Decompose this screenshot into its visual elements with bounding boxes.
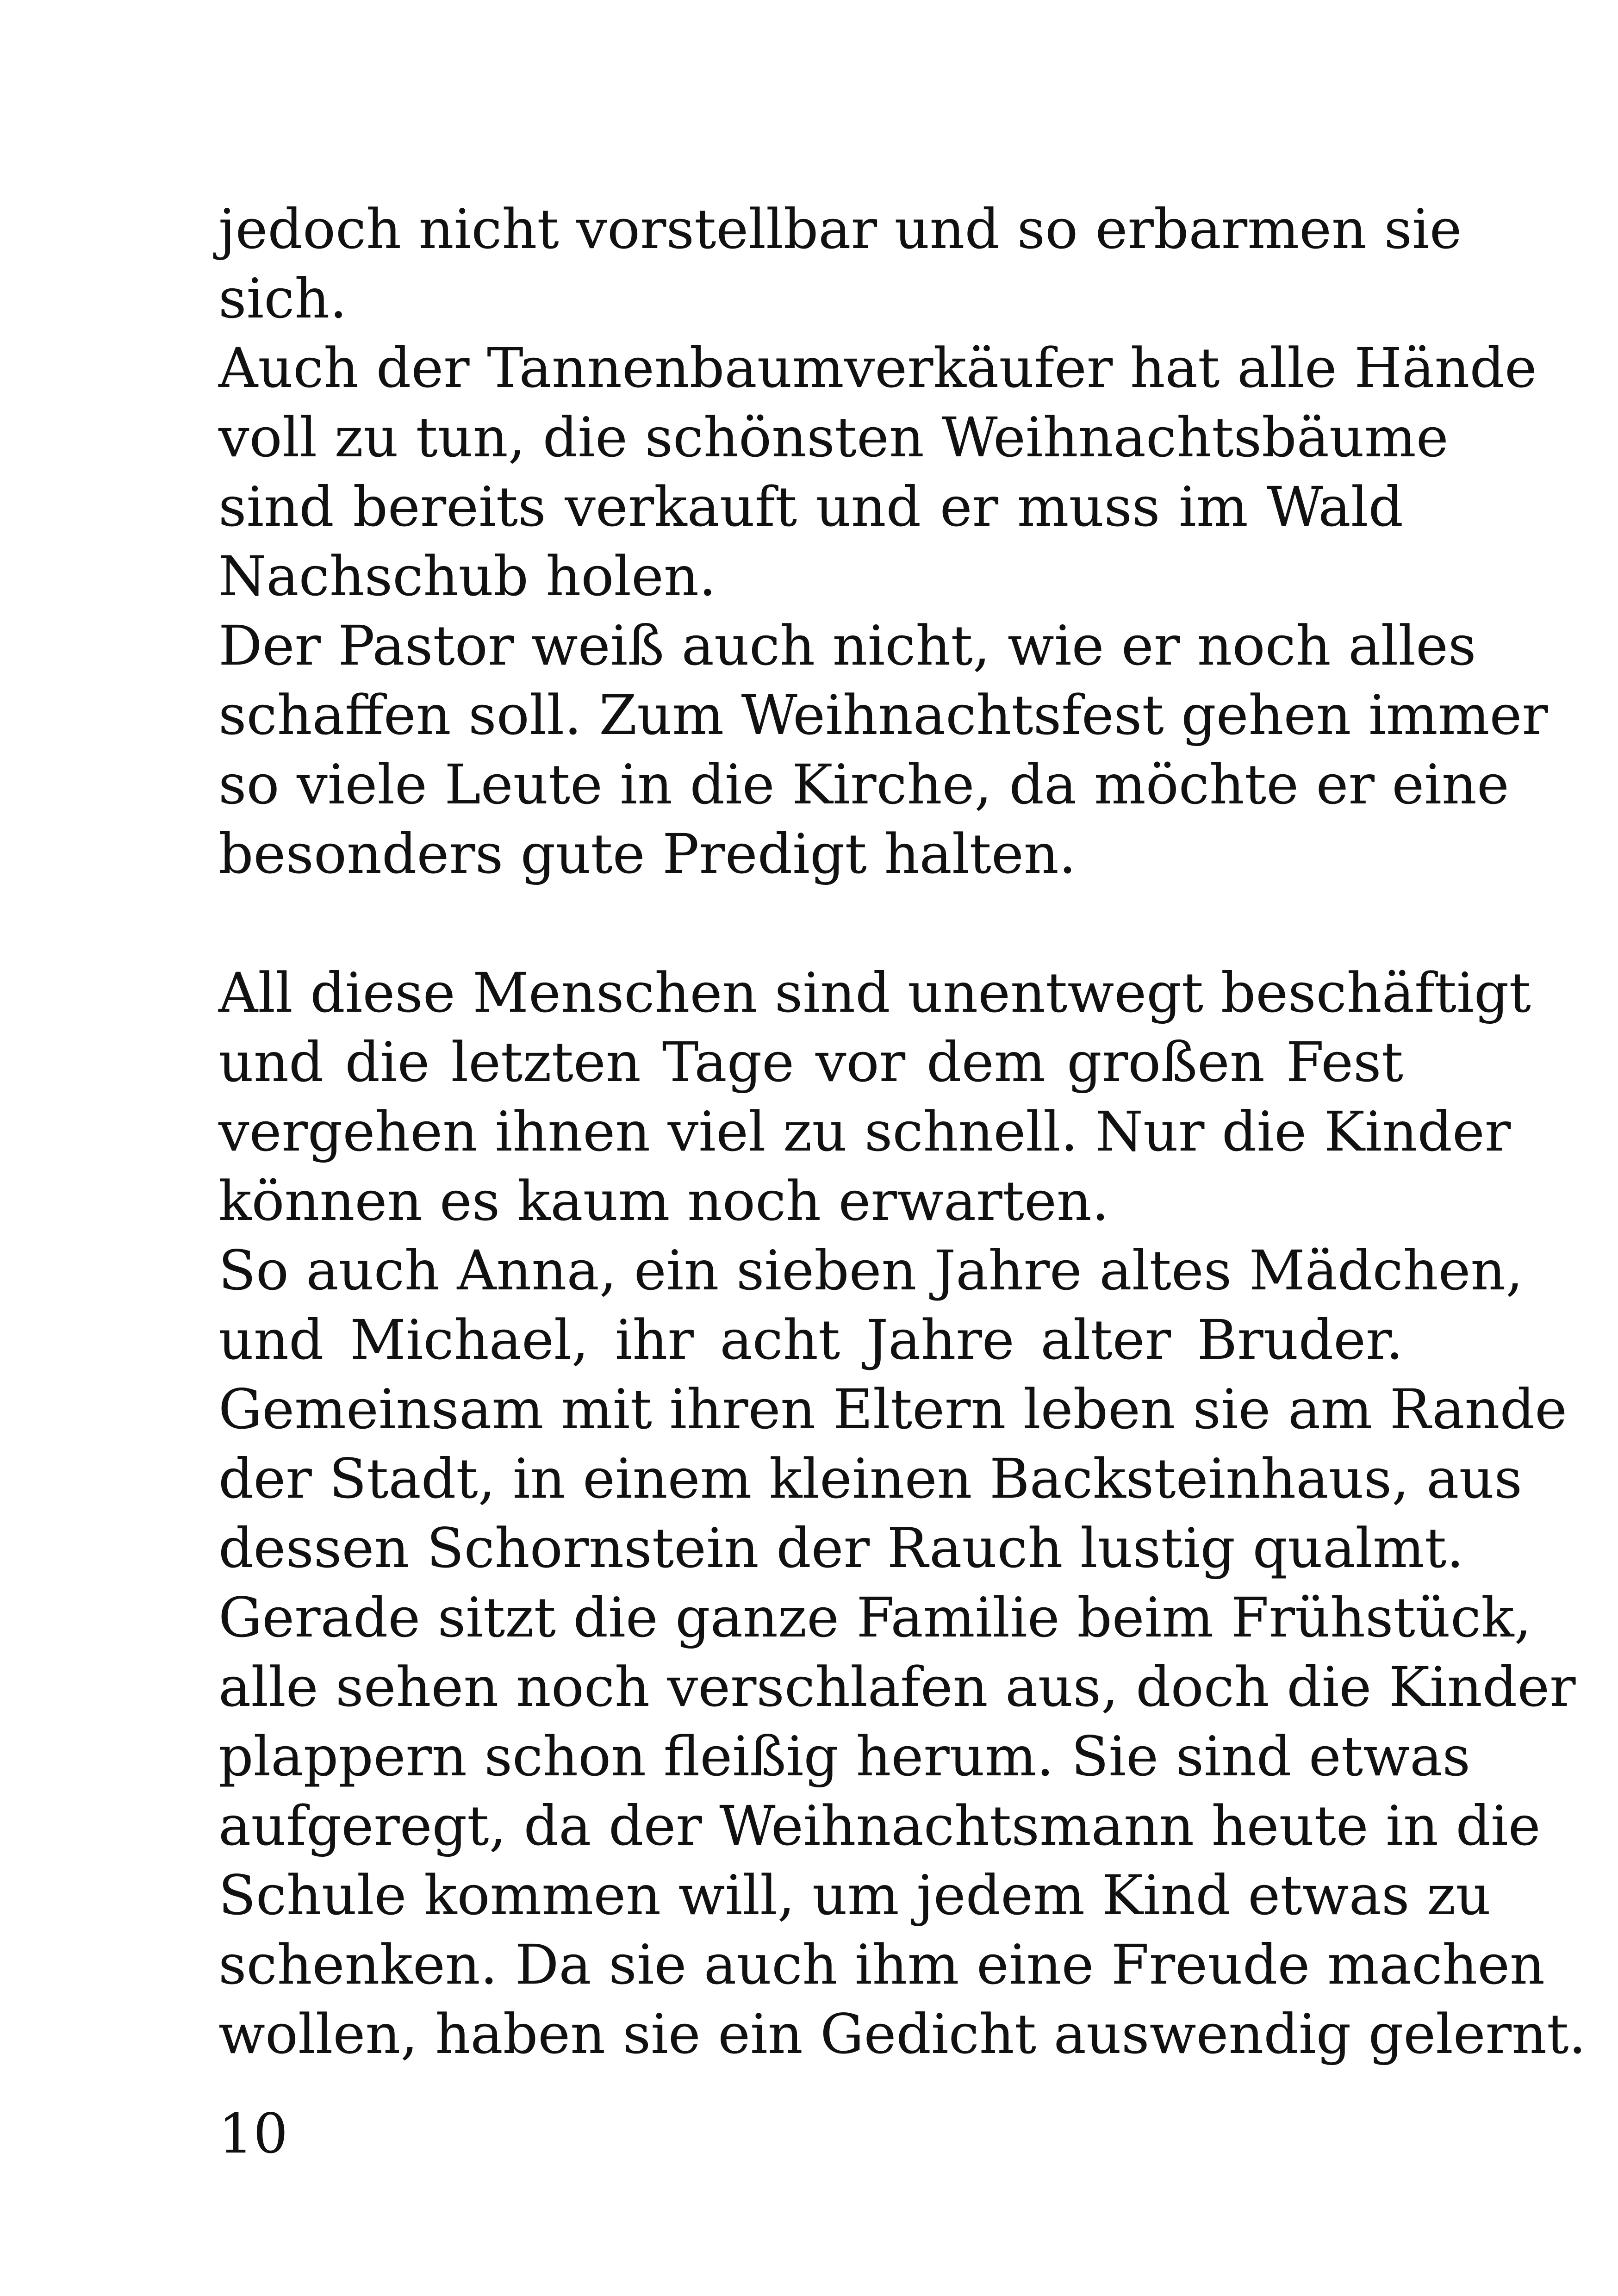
text-line: Gemeinsam mit ihren Eltern leben sie am Rande	[218, 1377, 1568, 1441]
text-line: wollen, haben sie ein Gedicht auswendig gelernt.	[218, 2002, 1587, 2066]
text-line: Auch der Tannenbaumverkäufer hat alle Hände	[218, 336, 1537, 400]
text-line: Nachschub holen.	[218, 544, 716, 608]
paragraph	[218, 1583, 1587, 2069]
text-line: können es kaum noch erwarten.	[218, 1169, 1109, 1233]
text-line: sich.	[218, 267, 347, 330]
text-line: Gerade sitzt die ganze Familie beim Frühstück,	[218, 1586, 1532, 1649]
text-line: Schule kommen will, um jedem Kind etwas zu	[218, 1863, 1491, 1927]
page-body-text	[218, 194, 1587, 2069]
text-line: voll zu tun, die schönsten Weihnachtsbäume	[218, 405, 1449, 469]
text-line: schaffen soll. Zum Weihnachtsfest gehen immer	[218, 683, 1548, 747]
text-line: aufgeregt, da der Weihnachtsmann heute in die	[218, 1794, 1541, 1858]
text-line: alle sehen noch verschlafen aus, doch die Kinder	[218, 1655, 1576, 1719]
text-line: So auch Anna, ein sieben Jahre altes Mädchen,	[218, 1238, 1523, 1302]
text-line: der Stadt, in einem kleinen Backsteinhaus, aus	[218, 1447, 1523, 1511]
text-line: jedoch nicht vorstellbar und so erbarmen sie	[218, 197, 1462, 261]
paragraph	[218, 1236, 1568, 1583]
text-line: All diese Menschen sind unentwegt beschäftigt	[218, 961, 1531, 1025]
text-line: plappern schon fleißig herum. Sie sind etwas	[218, 1724, 1471, 1788]
text-line: und Michael, ihr acht Jahre alter Bruder.	[218, 1308, 1403, 1372]
paragraph	[218, 958, 1531, 1236]
page-number: 10	[218, 2102, 288, 2165]
paragraph	[218, 194, 1462, 333]
text-line: Der Pastor weiß auch nicht, wie er noch alles	[218, 614, 1476, 678]
text-line: dessen Schornstein der Rauch lustig qualmt.	[218, 1516, 1464, 1580]
text-line: schenken. Da sie auch ihm eine Freude machen	[218, 1933, 1545, 1997]
paragraph	[218, 611, 1548, 889]
text-line: und die letzten Tage vor dem großen Fest	[218, 1030, 1403, 1094]
text-line: so viele Leute in die Kirche, da möchte er eine	[218, 753, 1509, 816]
text-line: vergehen ihnen viel zu schnell. Nur die Kinder	[218, 1100, 1511, 1164]
text-line: besonders gute Predigt halten.	[218, 822, 1077, 886]
paragraph	[218, 333, 1537, 611]
paragraph-spacer	[218, 889, 1403, 958]
text-line: sind bereits verkauft und er muss im Wald	[218, 475, 1403, 539]
